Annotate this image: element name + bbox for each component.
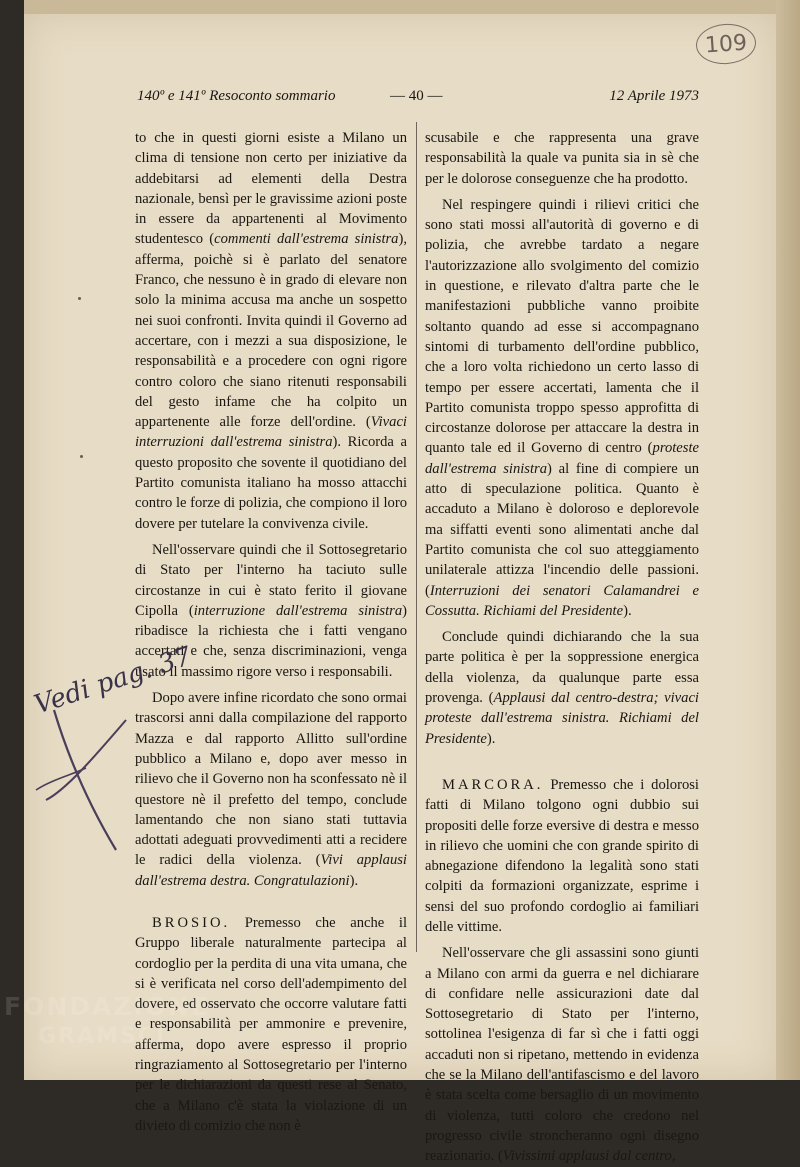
text-run: ) ribadisce la richiesta che i fatti vengano accertati e che, senza discriminazioni, venga usato il massimo rigore verso i responsabili. (135, 602, 407, 680)
italic-remark: proteste dall'estrema sinistra (425, 440, 699, 477)
header-page-number: — 40 — (390, 88, 443, 104)
text-run: ) al fine di compiere un atto di speculazione politica. Quanto è accaduto a Milano è doloroso e deplorevole ma siffatti eventi sono alimentati anche dal Partito comunista che col suo atteggiamento unilaterale attizza l'incendio delle passioni. ( (425, 460, 699, 599)
text-run: Premesso che i dolorosi fatti di Milano tolgono ogni dubbio sui propositi delle forze eversive di destra e messo in rilievo che uomini che con grande spirito di abnegazione difendono la legalità sono stati colpiti da formazioni organizzate, esprime i sensi del suo profondo cordoglio ai familiari delle vittime. (425, 776, 699, 935)
right-column (425, 128, 699, 1165)
body-paragraph (425, 943, 699, 1166)
text-run: Nell'osservare quindi che il Sottosegretario di Stato per l'interno ha taciuto sulle circostanze in cui è stato ferito il giovane Cipolla ( (135, 541, 407, 619)
italic-remark: interruzione dall'estrema sinistra (193, 602, 403, 619)
watermark (4, 992, 210, 1052)
text-run: Nel respingere quindi i rilievi critici che sono stati mossi all'autorità di governo e di polizia, che avrebbe tardato a negare l'autorizzazione allo svolgimento del comizio in questione, e rilevato d'altra parte che le manifestazioni pubbliche vanno proibite soltanto quando ad esse si accompagnano sintomi di turbamento dell'ordine pubblico, che a loro volta richiedono un certo lasso di tempo per essere accertati, lamenta che il Partito comunista troppo spesso approfitta di circostanze dolorose per attaccare la destra in quanto tale ed il Governo di centro ( (425, 196, 699, 457)
body-paragraph (425, 627, 699, 749)
italic-remark: commenti dall'estrema sinistra (214, 231, 399, 248)
text-run: ), afferma, poichè si è parlato del senatore Franco, che nessuno è in grado di elevare non solo la minima accusa ma anche un sospetto nei suoi confronti. Invita quindi il Governo ad accertare, con i mezzi a sua disposizione, le responsabilità e a procedere con ogni rigore contro coloro che siano ritenuti responsabili del gesto infame che ha colpito un appartenente alle forze dell'ordine. ( (135, 231, 407, 431)
italic-remark: Vivaci interruzioni dall'estrema sinistra (135, 414, 407, 451)
text-run: Dopo avere infine ricordato che sono ormai trascorsi anni dalla compilazione del rapporto Mazza e dal rapporto Allitto sull'ordine pubblico a Milano e, dopo aver messo in rilievo che il Governo non ha sconfessato nè il questore nè il prefetto del tempo, conclude lamentando che non siano stati tuttavia adottati adeguati provvedimenti atti a recidere le radici della violenza. ( (135, 690, 407, 869)
header-session: 140º e 141º Resoconto sommario (137, 88, 336, 104)
folio-number-text: 109 (704, 30, 748, 58)
text-run: Premesso che anche il Gruppo liberale naturalmente partecipa al cordoglio per la perdita di una vita umana, che si è verificata nel corso dell'adempimento del dovere, ed osservato che occorre valutare fatti e responsabilità per ammonire e prevenire, afferma, dopo avere espresso il proprio ringraziamento al Sottosegretario per l'interno per le dichiarazioni da questi rese al Senato, che a Milano c'è stata la violazione di un divieto di comizio che non è (135, 914, 407, 1134)
page-right-edge (776, 0, 800, 1080)
text-run: ). (349, 872, 359, 889)
italic-remark: Vivi applausi dall'estrema destra. Congratulazioni (135, 852, 407, 889)
text-run: scusabile e che rappresenta una grave responsabilità la quale va punita sia in sè che per le dolorose conseguenze che ha prodotto. (425, 130, 699, 187)
text-run: to che in questi giorni esiste a Milano un clima di tensione non certo per iniziative da addebitarsi ad elementi della Destra nazionale, bensì per le gravissime azioni poste in essere da appartenenti al Movimento studentesco ( (135, 130, 407, 248)
italic-remark: Applausi dal centro-destra; vivaci proteste dall'estrema sinistra. Richiami del Presidente (425, 690, 699, 747)
left-column (135, 128, 408, 1134)
text-run: ). (486, 730, 496, 747)
running-header (137, 86, 699, 112)
speaker-name: MARCORA. (442, 776, 544, 793)
body-paragraph (135, 688, 407, 891)
header-date: 12 Aprile 1973 (609, 88, 699, 104)
page-top-edge (24, 0, 776, 14)
watermark-line2: GRAMSCI (38, 1024, 167, 1049)
body-paragraph (425, 195, 699, 621)
margin-mark (78, 297, 81, 300)
margin-mark (80, 455, 83, 458)
text-run: Conclude quindi dichiarando che la sua parte politica è per la soppressione energica della violenza, da qualunque parte essa provenga. ( (425, 629, 699, 707)
column-divider (416, 122, 417, 952)
text-run: ). Ricorda a questo proposito che sovente il quotidiano del Partito comunista italiano ha mosso attacchi contro le forze di polizia, che compiono il loro dovere per tutelare la convivenza civile. (135, 434, 408, 532)
speaker-paragraph (425, 775, 699, 937)
body-paragraph (425, 128, 699, 189)
watermark-line1: FONDAZIONE (4, 992, 211, 1021)
body-paragraph (135, 128, 407, 534)
italic-remark: Interruzioni dei senatori Calamandrei e Cossutta. Richiami del Presidente (425, 582, 699, 619)
text-run: ). (623, 602, 632, 619)
handwritten-note-text: Vedi pag. 37 (30, 641, 196, 721)
text-run: Nell'osservare che gli assassini sono giunti a Milano con armi da guerra e nel dichiarare di confidare nelle assicurazioni date dal Sottosegretario di Stato per l'interno, sottolinea l'esigenza di far sì che i fatti oggi accaduti non si ripetano, mettendo in evidenza che se la Milano dell'antifascismo e del lavoro è stata scelta come bersaglio di un movimento di violenza, tutti coloro che credono nel progresso civile stroncheranno ogni disegno reazionario. ( (425, 945, 699, 1165)
speaker-name: BROSIO. (152, 914, 231, 931)
italic-remark: Vivissimi applausi dal centro, (502, 1148, 676, 1165)
